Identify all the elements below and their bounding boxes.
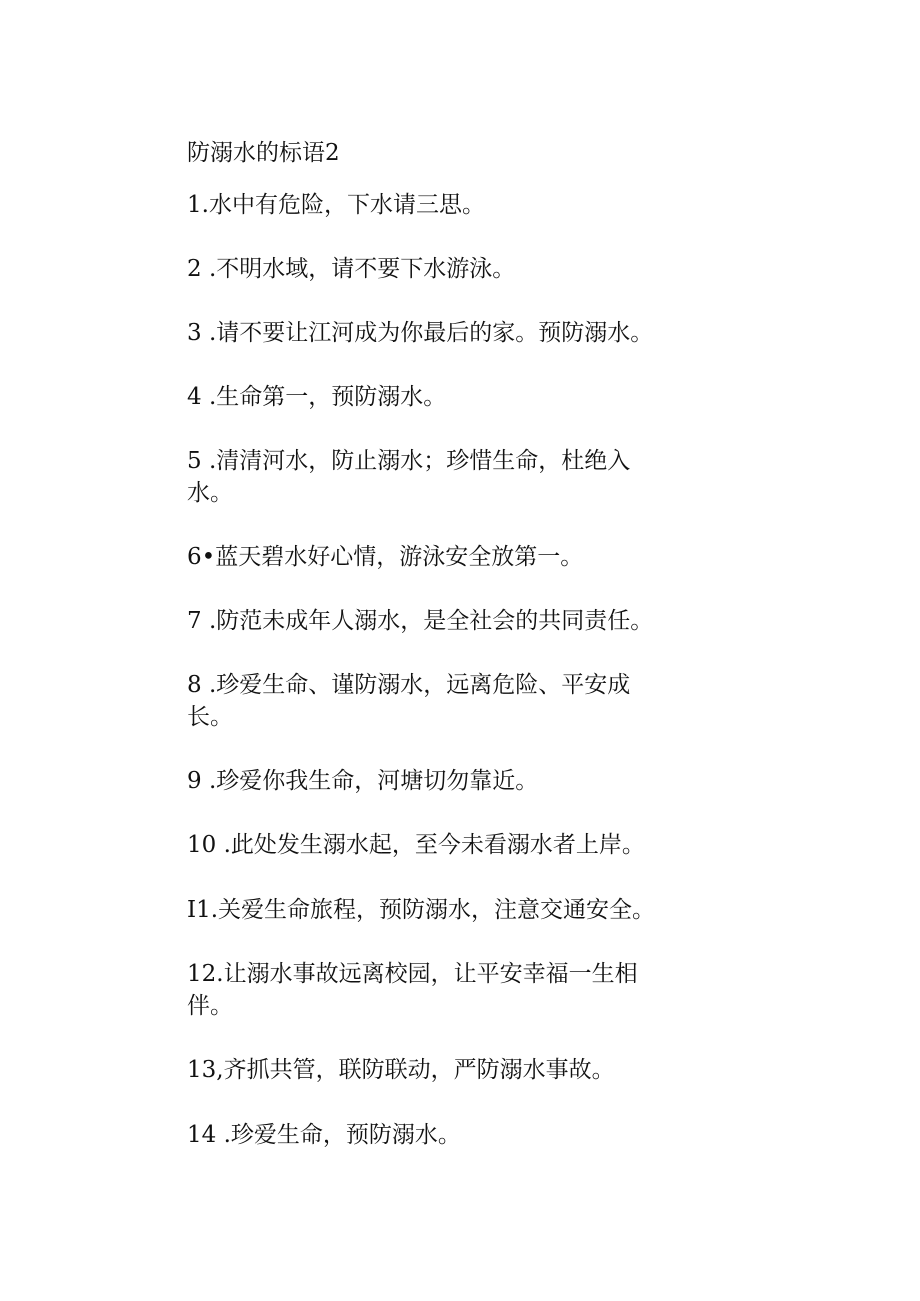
item-text: 12.让溺水事故远离校园，让平安幸福一生相 bbox=[187, 961, 638, 987]
document-title: 防溺水的标语2 bbox=[187, 140, 340, 166]
item-text: 5 .清清河水，防止溺水；珍惜生命，杜绝入 bbox=[187, 448, 631, 474]
item-text: 3 .请不要让江河成为你最后的家。预防溺水。 bbox=[187, 320, 654, 346]
list-item-9 bbox=[187, 765, 687, 797]
item-text: I1.关爱生命旅程，预防溺水，注意交通安全。 bbox=[187, 897, 656, 923]
list-item-3 bbox=[187, 317, 687, 349]
list-item-6 bbox=[187, 541, 687, 573]
list-item-12 bbox=[187, 958, 687, 1022]
item-text-continued: 长。 bbox=[187, 704, 233, 730]
list-item-7 bbox=[187, 605, 687, 637]
item-text: 6•蓝天碧水好心情，游泳安全放第一。 bbox=[187, 544, 584, 570]
list-item-1 bbox=[187, 189, 687, 221]
item-text: 8 .珍爱生命、谨防溺水，远离危险、平安成 bbox=[187, 672, 631, 698]
item-text: 2 .不明水域，请不要下水游泳。 bbox=[187, 256, 516, 282]
item-text: 9 .珍爱你我生命，河塘切勿靠近。 bbox=[187, 768, 539, 794]
list-item-5 bbox=[187, 445, 687, 509]
list-item-4 bbox=[187, 381, 687, 413]
list-item-10 bbox=[187, 829, 687, 861]
item-text: 7 .防范未成年人溺水，是全社会的共同责任。 bbox=[187, 608, 654, 634]
list-item-8 bbox=[187, 669, 687, 733]
item-text: 1.水中有危险，下水请三思。 bbox=[187, 192, 485, 218]
item-text-continued: 水。 bbox=[187, 480, 233, 506]
list-item-13 bbox=[187, 1054, 687, 1086]
item-text: 10 .此处发生溺水起，至今未看溺水者上岸。 bbox=[187, 832, 645, 858]
item-text-continued: 伴。 bbox=[187, 993, 233, 1019]
list-item-2 bbox=[187, 253, 687, 285]
item-text: 13,齐抓共管，联防联动，严防溺水事故。 bbox=[187, 1057, 615, 1083]
list-item-11 bbox=[187, 894, 687, 926]
list-item-14 bbox=[187, 1119, 687, 1151]
item-text: 4 .生命第一，预防溺水。 bbox=[187, 384, 447, 410]
item-text: 14 .珍爱生命，预防溺水。 bbox=[187, 1122, 461, 1148]
